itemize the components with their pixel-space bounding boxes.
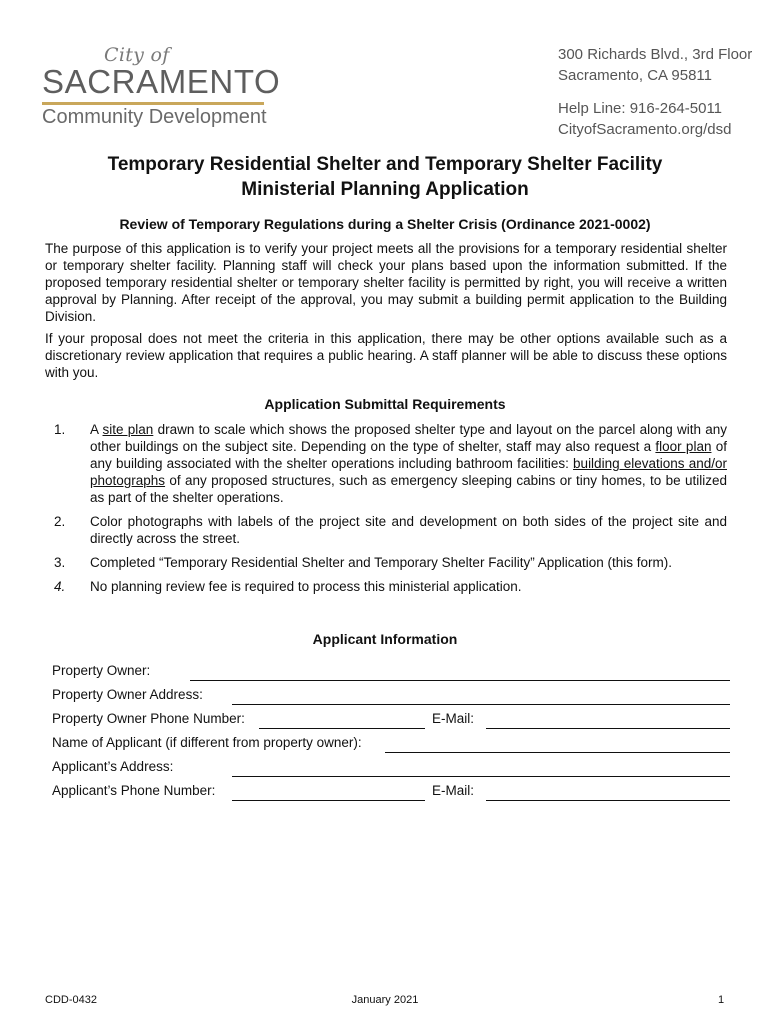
applicant-name-field[interactable] [385,752,730,753]
list-item [45,554,727,571]
text-run: A [90,422,103,437]
logo-divider [42,102,264,105]
applicant-address-row [52,759,730,779]
property-owner-address-label: Property Owner Address: [52,687,203,702]
property-owner-field[interactable] [190,680,730,681]
applicant-phone-row [52,783,730,803]
item-text: Color photographs with labels of the project site and development on both sides of the project site and directly across the street. [90,514,727,546]
property-owner-row [52,663,730,683]
applicant-name-label: Name of Applicant (if different from property owner): [52,735,362,750]
item-number: 3. [54,555,66,570]
list-item [45,578,727,595]
address-line-2: Sacramento, CA 95811 [558,67,712,84]
property-owner-phone-label: Property Owner Phone Number: [52,711,245,726]
applicant-name-row [52,735,730,755]
building-elevations-term: building elevations and/or photographs [90,456,728,488]
item-number: 2. [54,514,66,529]
address-line-1: 300 Richards Blvd., 3rd Floor [558,46,753,63]
list-item [45,421,727,506]
logo-community-development: Community Development [42,106,267,128]
logo-city-of: City of [104,44,170,66]
applicant-email-label: E-Mail: [432,783,475,798]
property-owner-email-label: E-Mail: [432,711,475,726]
contact-block [558,44,752,140]
website: CityofSacramento.org/dsd [558,121,732,138]
property-owner-label: Property Owner: [52,663,151,678]
item-number: 4. [54,579,66,594]
footer-date: January 2021 [351,994,419,1006]
property-owner-address-row [52,687,730,707]
help-line: Help Line: 916-264-5011 [558,100,723,117]
applicant-email-field[interactable] [486,800,730,801]
text-run: of any proposed structures, such as emergency sleeping cabins or tiny homes, to be utilized as part of the shelter operations. [90,473,727,505]
applicant-heading: Applicant Information [312,631,458,647]
intro-paragraph-2: If your proposal does not meet the criteria in this application, there may be other options available such as a discretionary review application that requires a public hearing. A staff planner will be able to discuss these options with you. [45,331,727,380]
floor-plan-term: floor plan [655,439,712,454]
applicant-address-label: Applicant’s Address: [52,759,174,774]
applicant-phone-label: Applicant’s Phone Number: [52,783,216,798]
logo-sacramento: SACRAMENTO [42,63,281,100]
subtitle: Review of Temporary Regulations during a Shelter Crisis (Ordinance 2021-0002) [119,216,651,232]
item-text: Completed “Temporary Residential Shelter and Temporary Shelter Facility” Application (this form). [90,555,672,570]
text-run: of any building associated with the shelter operations including bathroom facilities: [90,439,727,471]
footer-form-code: CDD-0432 [45,994,97,1006]
item-text [90,421,727,506]
intro-paragraph-1: The purpose of this application is to verify your project meets all the provisions for a temporary residential shelter or temporary shelter facility. Planning staff will check your plans based upon the information submitted. If the proposed temporary residential shelter or temporary shelter facility is permitted by right, you will receive a written approval by Planning. After receipt of the approval, you may submit a building permit application to the Building Division. [45,241,727,324]
title-line-1: Temporary Residential Shelter and Temporary Shelter Facility [107,154,663,175]
requirements-list [45,421,727,602]
applicant-address-field[interactable] [232,776,730,777]
property-owner-email-field[interactable] [486,728,730,729]
site-plan-term: site plan [102,422,154,437]
item-text: No planning review fee is required to process this ministerial application. [90,579,522,594]
title-line-2: Ministerial Planning Application [241,179,529,200]
property-owner-phone-row [52,711,730,731]
footer-page-number: 1 [718,994,725,1006]
text-run: drawn to scale which shows the proposed shelter type and layout on the parcel along with any other buildings on the subject site. Depending on the type of shelter, staff may also request a [90,422,727,454]
list-item [45,513,727,547]
property-owner-address-field[interactable] [232,704,730,705]
property-owner-phone-field[interactable] [259,728,425,729]
applicant-phone-field[interactable] [232,800,425,801]
item-number: 1. [54,422,66,437]
page-title [0,152,770,202]
requirements-heading: Application Submittal Requirements [264,396,506,412]
